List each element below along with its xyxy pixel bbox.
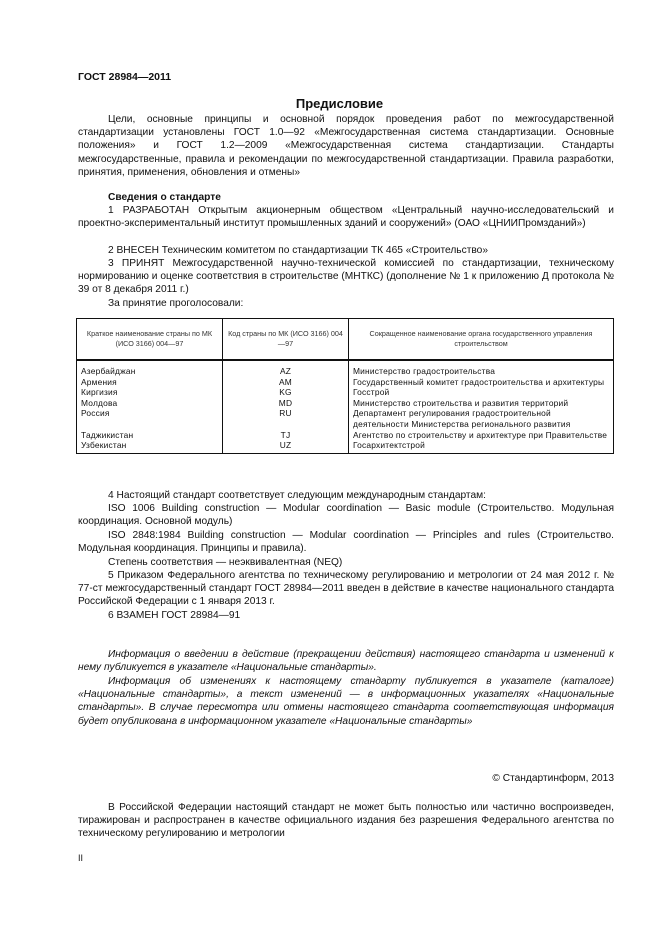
reproduction-rights-paragraph: В Российской Федерации настоящий стандарт не может быть полностью или частично воспроизведен, тиражирован и распространен в качестве официального издания без разрешения Федерального агентства по техническому регулированию и метрологии: [78, 802, 614, 840]
table-row: [77, 387, 614, 398]
authority-name: Госстрой: [349, 387, 614, 398]
about-item-2: 2 ВНЕСЕН Техническим комитетом по стандартизации ТК 465 «Строительство»: [108, 245, 488, 256]
page-number: II: [78, 853, 84, 863]
notice-paragraph-2: Информация об изменениях к настоящему стандарту публикуется в указателе (каталоге) «Национальные стандарты», а текст изменений — в информационных указателях «Национальные стандарты». В случае пересмотра или отмены настоящего стандарта соответствующая информация будет опубликована в информационном указателе «Национальные стандарты»: [78, 676, 614, 727]
column-header-code: Код страны по МК (ИСО 3166) 004—97: [223, 319, 349, 361]
standard-code-header: ГОСТ 28984—2011: [78, 71, 172, 83]
table-row: [77, 360, 614, 377]
table-row: [77, 440, 614, 453]
column-header-authority: Сокращенное наименование органа государственного управления строительством: [349, 319, 614, 361]
country-name: Молдова: [77, 398, 223, 409]
authority-name: Агентство по строительству и архитектуре при Правительстве: [349, 430, 614, 441]
country-name: Россия: [77, 408, 223, 429]
authority-name: Министерство строительства и развития территорий: [349, 398, 614, 409]
about-item-1: 1 РАЗРАБОТАН Открытым акционерным обществом «Центральный научно-исследовательский и проектно-экспериментальный институт промышленных зданий и сооружений» (ОАО «ЦНИИПромзданий»): [78, 205, 614, 230]
country-code: KG: [223, 387, 349, 398]
page-title: Предисловие: [295, 96, 384, 111]
country-name: Таджикистан: [77, 430, 223, 441]
table-row: [77, 430, 614, 441]
country-code: AM: [223, 377, 349, 388]
compliance-item-6: 6 ВЗАМЕН ГОСТ 28984—91: [108, 610, 241, 621]
authority-name: Госархитектстрой: [349, 440, 614, 453]
compliance-degree: Степень соответствия — неэквивалентная (NEQ): [108, 557, 343, 568]
country-name: Узбекистан: [77, 440, 223, 453]
country-name: Киргизия: [77, 387, 223, 398]
compliance-item-4: 4 Настоящий стандарт соответствует следующим международным стандартам:: [108, 490, 486, 501]
table-header-row: [77, 319, 614, 361]
table-row: [77, 398, 614, 409]
voted-label: За принятие проголосовали:: [108, 298, 244, 309]
iso-2848-reference: ISO 2848:1984 Building construction — Modular coordination — Principles and rules (Строительство. Модульная координация. Принципы и правила).: [78, 530, 614, 555]
about-item-3: 3 ПРИНЯТ Межгосударственной научно-технической комиссией по стандартизации, техническому нормированию и оценке соответствия в строительстве (МНТКС) (дополнение № 1 к приложению Д протокола № 39 от 8 декабря 2011 г.): [78, 258, 614, 296]
country-code: AZ: [223, 360, 349, 377]
compliance-item-5: 5 Приказом Федерального агентства по техническому регулированию и метрологии от 24 мая 2012 г. № 77-ст межгосударственный стандарт ГОСТ 28984—2011 введен в действие в качестве национального стандарта Российской Федерации с 1 января 2013 г.: [78, 570, 614, 608]
authority-name: Государственный комитет градостроительства и архитектуры: [349, 377, 614, 388]
notice-paragraph-1: Информация о введении в действие (прекращении действия) настоящего стандарта и изменений к нему публикуется в указателе «Национальные стандарты».: [78, 649, 614, 674]
country-code: RU: [223, 408, 349, 429]
table-row: [77, 408, 614, 429]
voting-countries-table: [76, 318, 614, 454]
country-code: UZ: [223, 440, 349, 453]
country-code: TJ: [223, 430, 349, 441]
table-row: [77, 377, 614, 388]
column-header-country: Краткое наименование страны по МК (ИСО 3166) 004—97: [77, 319, 223, 361]
authority-name: Департамент регулирования градостроительной деятельности Министерства регионального развития: [349, 408, 614, 429]
country-name: Армения: [77, 377, 223, 388]
intro-paragraph: Цели, основные принципы и основной порядок проведения работ по межгосударственной стандартизации установлены ГОСТ 1.0—92 «Межгосударственная система стандартизации. Основные положения» и ГОСТ 1.2—2009 «Межгосударственная система стандартизации. Стандарты межгосударственные, правила и рекомендации по межгосударственной стандартизации. Правила разработки, принятия, применения, обновления и отмены»: [78, 114, 614, 178]
iso-1006-reference: ISO 1006 Building construction — Modular coordination — Basic module (Строительство. Модульная координация. Основной модуль): [78, 503, 614, 528]
copyright-notice: © Стандартинформ, 2013: [492, 773, 614, 784]
about-heading: Сведения о стандарте: [108, 192, 221, 203]
authority-name: Министерство градостроительства: [349, 360, 614, 377]
country-name: Азербайджан: [77, 360, 223, 377]
country-code: MD: [223, 398, 349, 409]
